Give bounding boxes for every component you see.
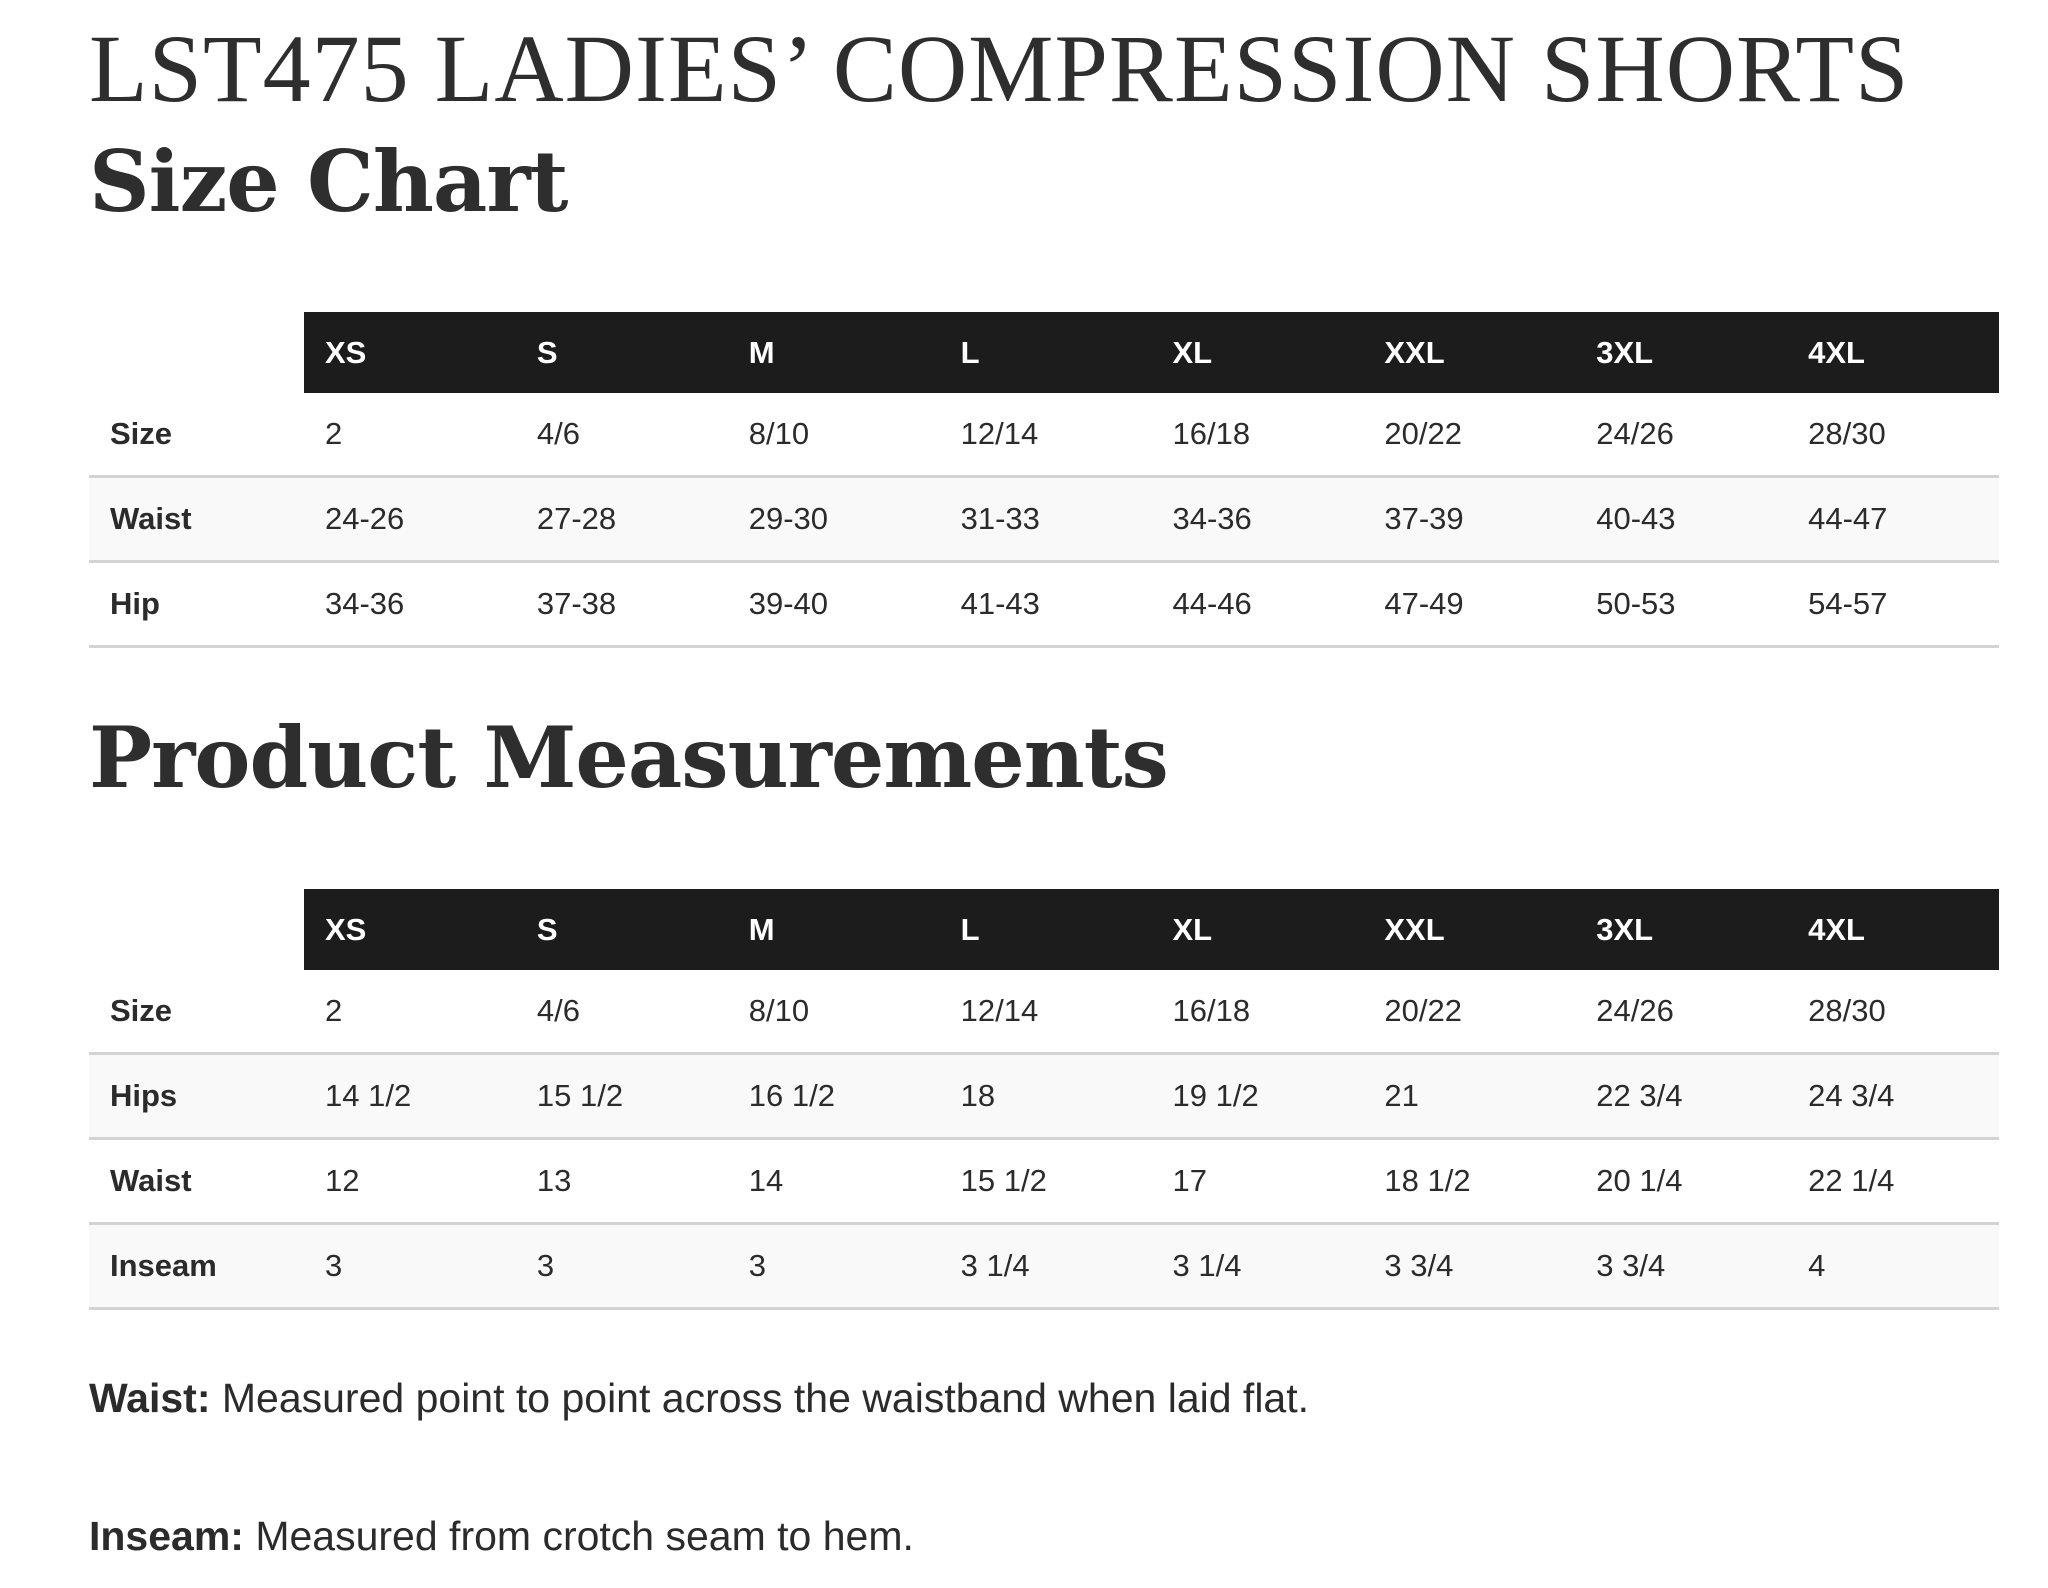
inseam-note-text: Measured from crotch seam to hem. [243,1513,914,1559]
table-row [89,477,1999,562]
table-cell: 14 [728,1139,940,1224]
table-cell: 3 [516,1224,728,1309]
table-row [89,1224,1999,1309]
table-cell: 44-47 [1787,477,1999,562]
table-cell: 29-30 [728,477,940,562]
inseam-note [89,1511,914,1561]
column-header: S [516,889,728,970]
size-chart-heading: Size Chart [89,132,568,231]
column-header: L [940,889,1152,970]
table-cell: 50-53 [1575,562,1787,647]
table-cell: 2 [304,970,516,1054]
table-cell: 20/22 [1363,393,1575,477]
inseam-note-term: Inseam: [89,1513,244,1559]
table-cell: 4/6 [516,393,728,477]
column-header: L [940,312,1152,393]
table-cell: 4/6 [516,970,728,1054]
row-label: Inseam [89,1224,304,1309]
table-cell: 12/14 [940,970,1152,1054]
column-header: 4XL [1787,889,1999,970]
row-label: Waist [89,477,304,562]
table-cell: 16/18 [1152,393,1364,477]
table-cell: 24 3/4 [1787,1054,1999,1139]
table-cell: 27-28 [516,477,728,562]
column-header: M [728,889,940,970]
table-cell: 3 [728,1224,940,1309]
table-cell: 17 [1152,1139,1364,1224]
table-cell: 37-39 [1363,477,1575,562]
column-header: M [728,312,940,393]
table-cell: 14 1/2 [304,1054,516,1139]
column-header: XS [304,889,516,970]
column-header: XL [1152,312,1364,393]
column-header: 3XL [1575,889,1787,970]
table-cell: 15 1/2 [516,1054,728,1139]
product-measurements-heading: Product Measurements [89,708,1168,807]
table-cell: 2 [304,393,516,477]
table-cell: 28/30 [1787,393,1999,477]
table-cell: 16 1/2 [728,1054,940,1139]
table-cell: 3 3/4 [1575,1224,1787,1309]
table-cell: 4 [1787,1224,1999,1309]
table-cell: 54-57 [1787,562,1999,647]
table-cell: 20 1/4 [1575,1139,1787,1224]
column-header: XL [1152,889,1364,970]
table-cell: 16/18 [1152,970,1364,1054]
column-header: 3XL [1575,312,1787,393]
table-cell: 22 3/4 [1575,1054,1787,1139]
table-cell: 44-46 [1152,562,1364,647]
waist-note-term: Waist: [89,1375,211,1421]
table-cell: 22 1/4 [1787,1139,1999,1224]
table-cell: 24-26 [304,477,516,562]
row-label: Hips [89,1054,304,1139]
waist-note-text: Measured point to point across the waistband when laid flat. [210,1375,1310,1421]
product-title: LST475 LADIES’ COMPRESSION SHORTS [89,15,1910,122]
column-header: 4XL [1787,312,1999,393]
row-label: Size [89,393,304,477]
table-cell: 18 1/2 [1363,1139,1575,1224]
size-chart-header-row [89,312,1999,393]
table-cell: 19 1/2 [1152,1054,1364,1139]
column-header: XXL [1363,312,1575,393]
table-cell: 3 1/4 [1152,1224,1364,1309]
table-cell: 12 [304,1139,516,1224]
table-cell: 24/26 [1575,970,1787,1054]
table-cell: 37-38 [516,562,728,647]
column-header: XS [304,312,516,393]
header-corner-cell [89,312,304,393]
table-cell: 28/30 [1787,970,1999,1054]
table-cell: 12/14 [940,393,1152,477]
table-cell: 20/22 [1363,970,1575,1054]
table-cell: 31-33 [940,477,1152,562]
column-header: S [516,312,728,393]
table-cell: 41-43 [940,562,1152,647]
table-row [89,1054,1999,1139]
table-cell: 18 [940,1054,1152,1139]
header-corner-cell [89,889,304,970]
table-row [89,970,1999,1054]
table-cell: 13 [516,1139,728,1224]
product-measurements-header-row [89,889,1999,970]
table-cell: 40-43 [1575,477,1787,562]
table-cell: 39-40 [728,562,940,647]
table-cell: 34-36 [1152,477,1364,562]
row-label: Waist [89,1139,304,1224]
row-label: Hip [89,562,304,647]
table-row [89,562,1999,647]
table-cell: 8/10 [728,970,940,1054]
table-cell: 8/10 [728,393,940,477]
table-cell: 3 [304,1224,516,1309]
table-cell: 24/26 [1575,393,1787,477]
table-cell: 21 [1363,1054,1575,1139]
table-row [89,1139,1999,1224]
product-measurements-table [89,889,1999,1310]
size-chart-table [89,312,1999,648]
table-cell: 34-36 [304,562,516,647]
waist-note [89,1373,1309,1423]
column-header: XXL [1363,889,1575,970]
table-cell: 3 3/4 [1363,1224,1575,1309]
table-cell: 15 1/2 [940,1139,1152,1224]
table-cell: 47-49 [1363,562,1575,647]
row-label: Size [89,970,304,1054]
table-row [89,393,1999,477]
table-cell: 3 1/4 [940,1224,1152,1309]
